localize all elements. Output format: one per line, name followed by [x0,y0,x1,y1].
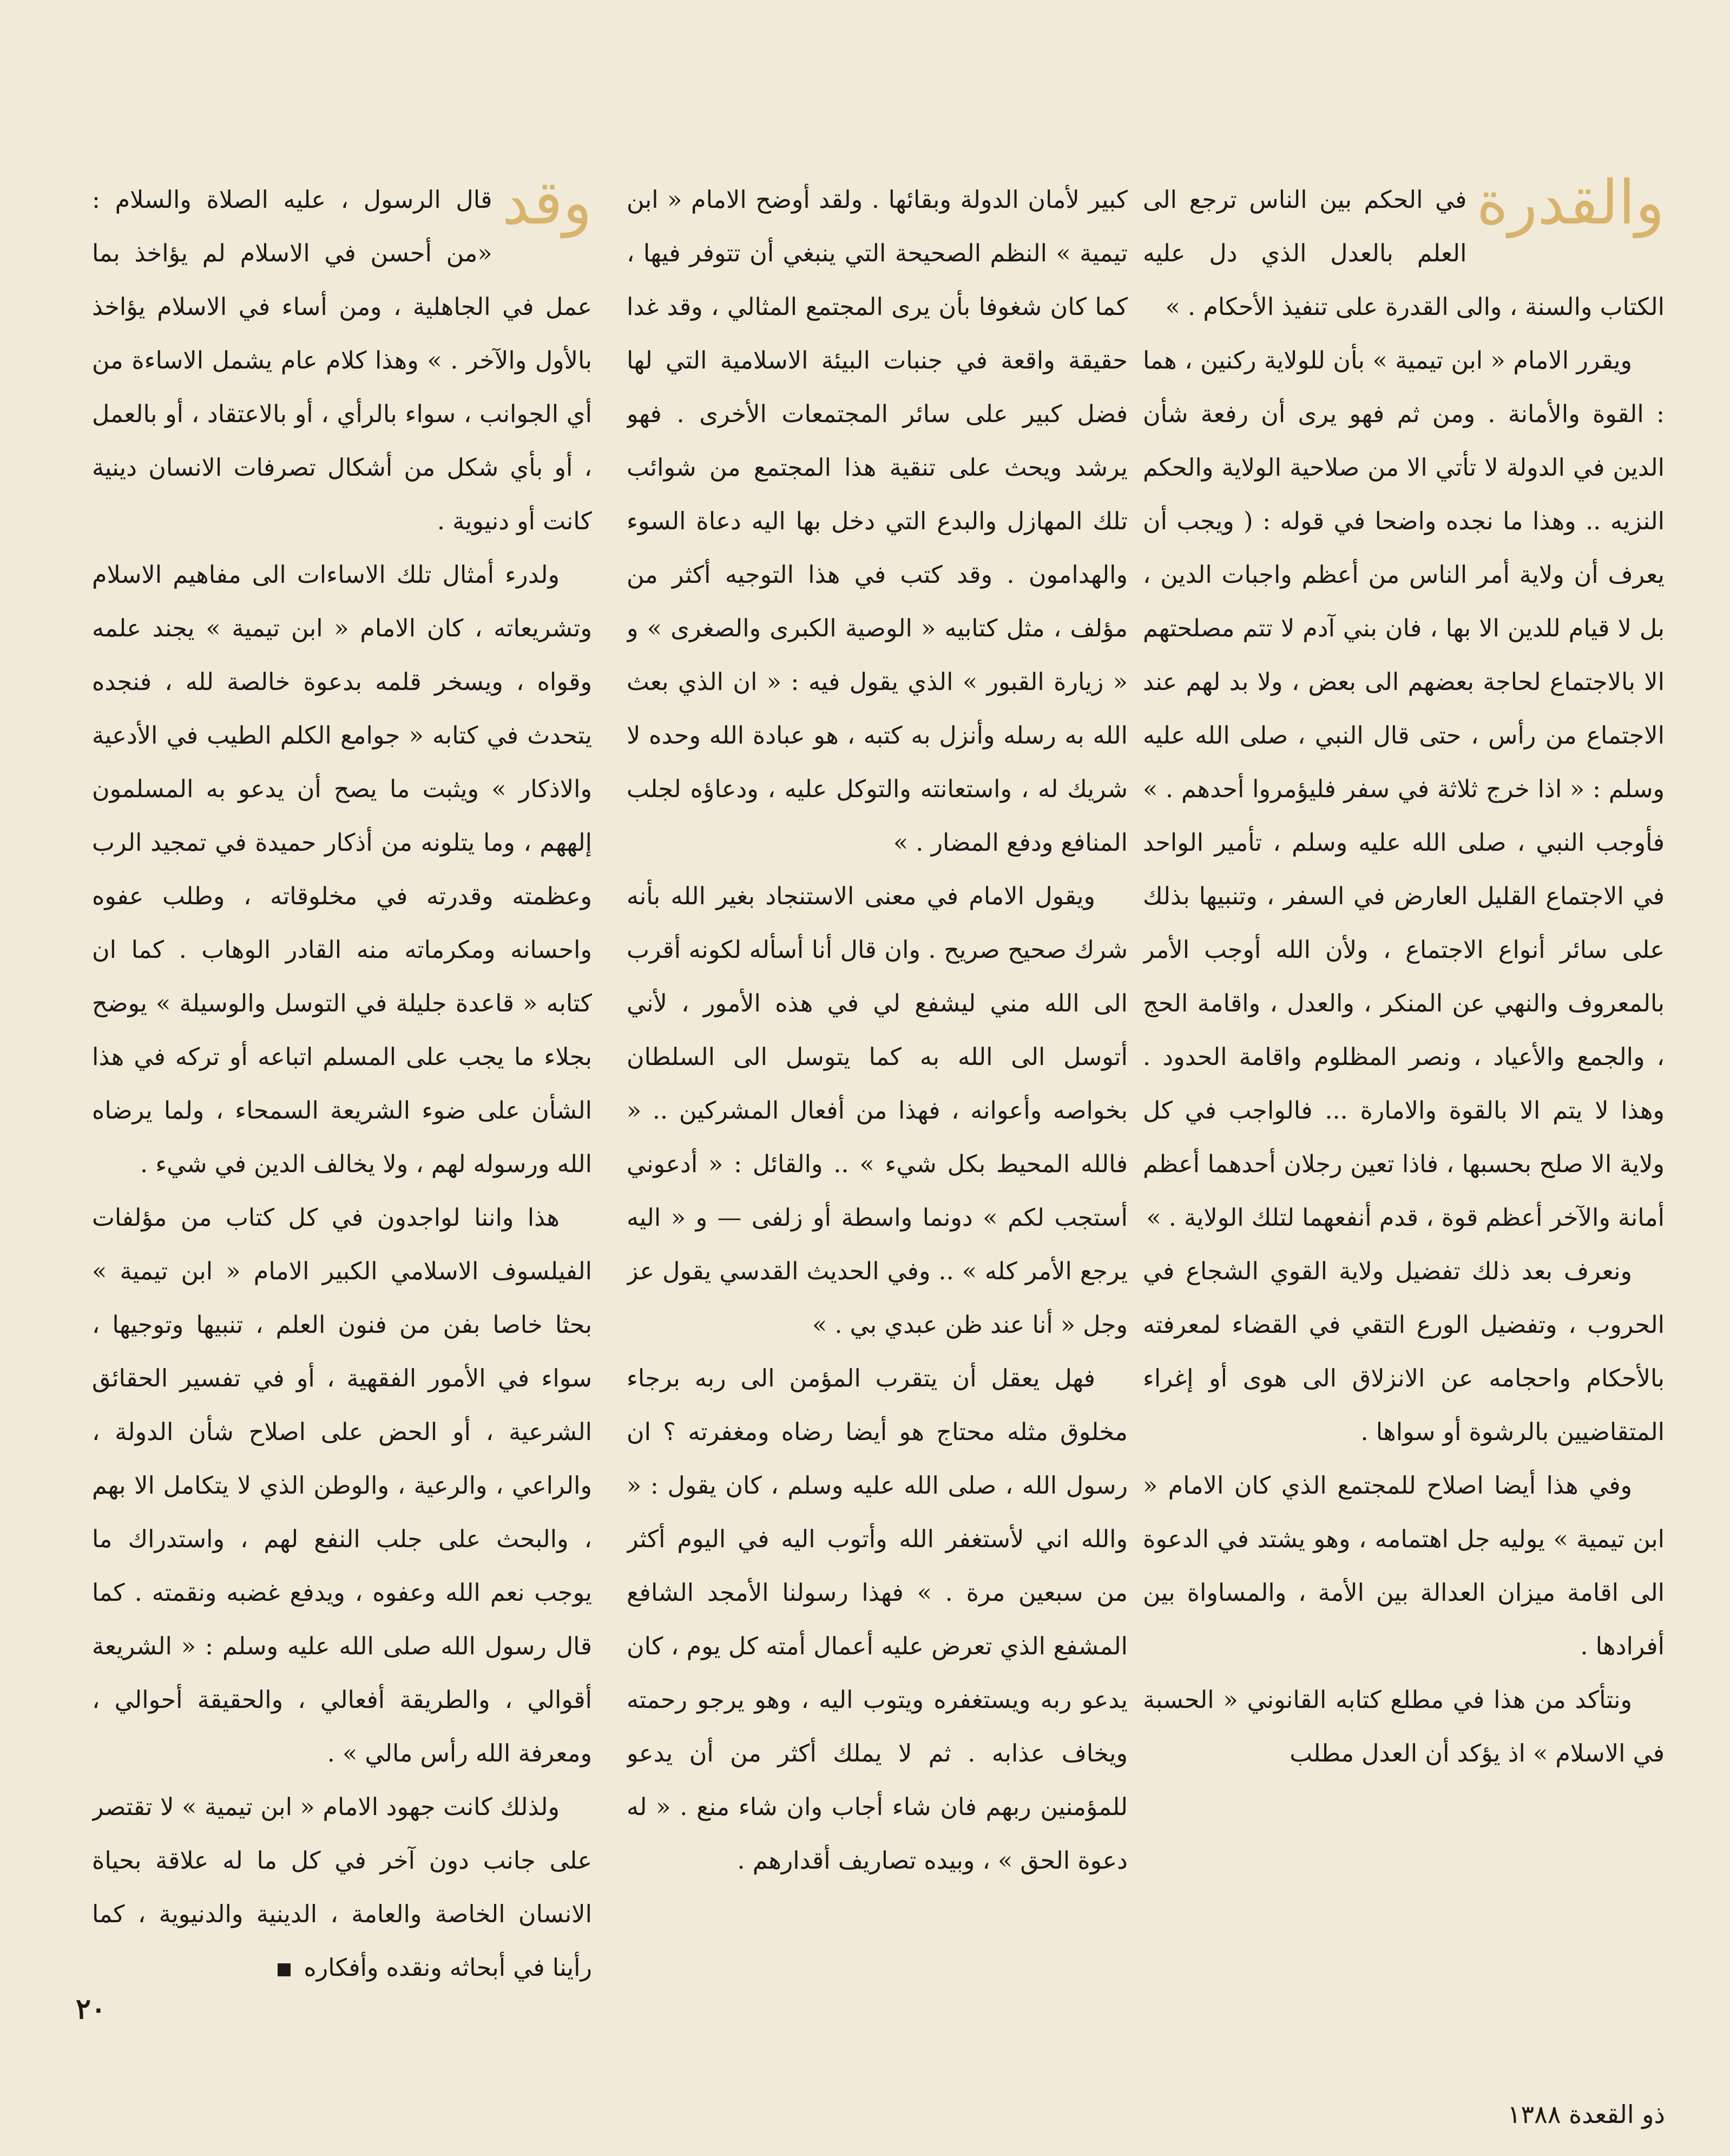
paragraph: ونعرف بعد ذلك تفضيل ولاية القوي الشجاع في الحروب ، وتفضيل الورع التقي في القضاء لمعرفته بالأحكام واحجامه عن الانزلاق الى هوى أو إغراء المتقاضيين بالرشوة أو سواها . [1143,1258,1665,1446]
decorative-drop-word: وقد [502,173,592,238]
paragraph: كبير لأمان الدولة وبقائها . ولقد أوضح الامام « ابن تيمية » النظم الصحيحة التي ينبغي أن تتوفر فيها ، كما كان شغوفا بأن يرى المجتمع المثالي ، وقد غدا حقيقة واقعة في جنبات البيئة الاسلامية التي لها فضل كبير على سائر المجتمعات الأخرى . فهو يرشد ويحث على تنقية هذا المجتمع من شوائب تلك المهازل والبدع التي دخل بها اليه دعاة السوء والهدامون . وقد كتب في هذا التوجيه أكثر من مؤلف ، مثل كتابيه « الوصية الكبرى والصغرى » و « زيارة القبور » الذي يقول فيه : « ان الذي بعث الله به رسله وأنزل به كتبه ، هو عبادة الله وحده لا شريك له ، واستعانته والتوكل عليه ، ودعاؤه لجلب المنافع ودفع المضار . » [627,186,1128,857]
end-of-article-square-icon [278,1963,291,1976]
paragraph: ونتأكد من هذا في مطلع كتابه القانوني « الحسبة في الاسلام » اذ يؤكد أن العدل مطلب [1143,1686,1665,1767]
issue-date-footer: ذو القعدة ١٣٨٨ [1507,2100,1665,2129]
article-column-left [92,173,592,1991]
decorative-drop-word: والقدرة [1476,173,1665,238]
paragraph: فهل يعقل أن يتقرب المؤمن الى ربه برجاء مخلوق مثله محتاج هو أيضا رضاه ومغفرته ؟ ان رسول الله ، صلى الله عليه وسلم ، كان يقول : « والله اني لأستغفر الله وأتوب اليه في اليوم أكثر من سبعين مرة . » فهذا رسولنا الأمجد الشافع المشفع الذي تعرض عليه أعمال أمته كل يوم ، كان يدعو ربه ويستغفره ويتوب اليه ، وهو يرجو رحمته ويخاف عذابه . ثم لا يملك أكثر من أن يدعو للمؤمنين ربهم فان شاء أجاب وان شاء منع . « له دعوة الحق » ، وبيده تصاريف أقدارهم . [627,1365,1128,1875]
paragraph [92,1780,592,1991]
paragraph: قال الرسول ، عليه الصلاة والسلام : «من أحسن في الاسلام لم يؤاخذ بما عمل في الجاهلية ، ومن أساء في الاسلام يؤاخذ بالأول والآخر . » وهذا كلام عام يشمل الاساءة من أي الجوانب ، سواء بالرأي ، أو بالاعتقاد ، أو بالعمل ، أو بأي شكل من أشكال تصرفات الانسان دينية كانت أو دنيوية . [92,186,592,535]
paragraph: ويقرر الامام « ابن تيمية » بأن للولاية ركنين ، هما : القوة والأمانة . ومن ثم فهو يرى أن رفعة شأن الدين في الدولة لا تأتي الا من صلاحية الولاية والحكم النزيه .. وهذا ما نجده واضحا في قوله : ( ويجب أن يعرف أن ولاية أمر الناس من أعظم واجبات الدين ، بل لا قيام للدين الا بها ، فان بني آدم لا تتم مصلحتهم الا بالاجتماع لحاجة بعضهم الى بعض ، ولا بد لهم عند الاجتماع من رأس ، حتى قال النبي ، صلى الله عليه وسلم : « اذا خرج ثلاثة في سفر فليؤمروا أحدهم . » فأوجب النبي ، صلى الله عليه وسلم ، تأمير الواحد في الاجتماع القليل العارض في السفر ، وتنبيها بذلك على سائر أنواع الاجتماع ، ولأن الله أوجب الأمر بالمعروف والنهي عن المنكر ، والعدل ، واقامة الحج ، والجمع والأعياد ، ونصر المظلوم واقامة الحدود . وهذا لا يتم الا بالقوة والامارة ... فالواجب في كل ولاية الا صلح بحسبها ، فاذا تعين رجلان أحدهما أعظم أمانة والآخر أعظم قوة ، قدم أنفعهما لتلك الولاية . » [1143,347,1665,1232]
article-column-right [1143,173,1665,1991]
paragraph: هذا واننا لواجدون في كل كتاب من مؤلفات الفيلسوف الاسلامي الكبير الامام « ابن تيمية » بحثا خاصا بفن من فنون العلم ، تنبيها وتوجيها ، سواء في الأمور الفقهية ، أو في تفسير الحقائق الشرعية ، أو الحض على اصلاح شأن الدولة ، والراعي ، والرعية ، والوطن الذي لا يتكامل الا بهم ، والبحث على جلب النفع لهم ، واستدراك ما يوجب نعم الله وعفوه ، ويدفع غضبه ونقمته . كما قال رسول الله صلى الله عليه وسلم : « الشريعة أقوالي ، والطريقة أفعالي ، والحقيقة أحوالي ، ومعرفة الله رأس مالي » . [92,1204,592,1767]
article-column-middle [627,173,1128,1991]
paragraph: في الحكم بين الناس ترجع الى العلم بالعدل الذي دل عليه الكتاب والسنة ، والى القدرة على تنفيذ الأحكام . » [1143,186,1665,321]
paragraph: ويقول الامام في معنى الاستنجاد بغير الله بأنه شرك صحيح صريح . وان قال أنا أسأله لكونه أقرب الى الله مني ليشفع لي في هذه الأمور ، لأني أتوسل الى الله به كما يتوسل الى السلطان بخواصه وأعوانه ، فهذا من أفعال المشركين .. « فالله المحيط بكل شيء » .. والقائل : « أدعوني أستجب لكم » دونما واسطة أو زلفى — و « اليه يرجع الأمر كله » .. وفي الحديث القدسي يقول عز وجل « أنا عند ظن عبدي بي . » [627,883,1128,1339]
paragraph-text: ولذلك كانت جهود الامام « ابن تيمية » لا تقتصر على جانب دون آخر في كل ما له علاقة بحياة الانسان الخاصة والعامة ، الدينية والدنيوية ، كما رأينا في أبحاثه ونقده وأفكاره [92,1793,592,1982]
paragraph: وفي هذا أيضا اصلاح للمجتمع الذي كان الامام « ابن تيمية » يوليه جل اهتمامه ، وهو يشتد في الدعوة الى اقامة ميزان العدالة بين الأمة ، والمساواة بين أفرادها . [1143,1472,1665,1660]
paragraph: ولدرء أمثال تلك الاساءات الى مفاهيم الاسلام وتشريعاته ، كان الامام « ابن تيمية » يجند علمه وقواه ، ويسخر قلمه بدعوة خالصة لله ، فنجده يتحدث في كتابه « جوامع الكلم الطيب في الأدعية والاذكار » ويثبت ما يصح أن يدعو به المسلمون إلههم ، وما يتلونه من أذكار حميدة في تمجيد الرب وعظمته وقدرته في مخلوقاته ، وطلب عفوه واحسانه ومكرماته منه القادر الوهاب . كما ان كتابه « قاعدة جليلة في التوسل والوسيلة » يوضح بجلاء ما يجب على المسلم اتباعه أو تركه في هذا الشأن على ضوء الشريعة السمحاء ، ولما يرضاه الله ورسوله لهم ، ولا يخالف الدين في شيء . [92,561,592,1178]
page-number: ٢٠ [76,1993,106,2026]
